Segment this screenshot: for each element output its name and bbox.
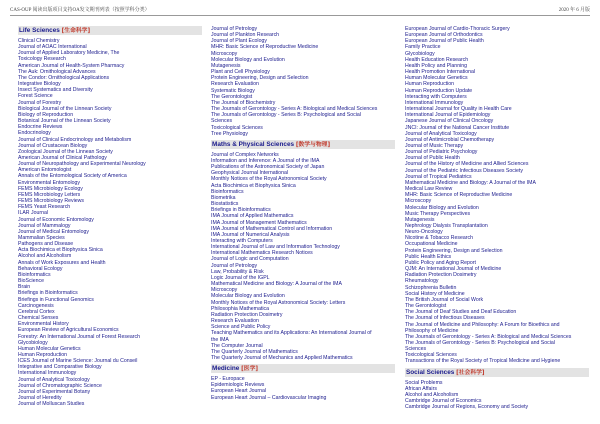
journal-list-item: EP - Europace <box>211 376 245 383</box>
journal-list-item: The Journals of Gerontology - Series A: Biological and Medical Sciences <box>211 106 378 113</box>
journal-list-item: Alcohol and Alcoholism <box>405 391 459 398</box>
section-title-cn: [生命科学] <box>61 28 91 34</box>
journal-list-item: ILAR Journal <box>18 210 48 217</box>
journal-list-item: Bioinformatics <box>211 188 244 195</box>
journal-list-item: Journal of Petrology <box>211 26 258 32</box>
journal-list-item: Mutagenesis <box>211 62 241 69</box>
journal-list-item: Information and Inference: A Journal of the IMA <box>211 157 320 164</box>
journal-list-item: Journal of Petrology <box>211 262 258 269</box>
section-title: Life Sciences <box>19 27 62 34</box>
journal-list-item: Journal of Pediatric Psychology <box>405 149 478 156</box>
journal-list-item: Interacting with Computers <box>211 238 273 244</box>
journal-list-item: Mutagenesis <box>405 216 435 223</box>
journal-list-item: Journal of Chromatographic Science <box>18 382 102 389</box>
journal-list-item: Journal of Antimicrobial Chemotherapy <box>405 136 495 143</box>
journal-list-item: Journal of Crustacean Biology <box>18 142 88 149</box>
journal-list-item: MHR: Basic Science of Reproductive Medicine <box>405 192 513 199</box>
journal-list-item: Forest Science <box>18 93 53 100</box>
section-heading <box>211 364 395 373</box>
journal-list-item: Integrative and Comparative Biology <box>18 364 102 371</box>
journal-list-item: the IMA <box>211 336 229 343</box>
journal-list-item: Social Problems <box>405 379 443 386</box>
journal-list-item: Journal of Clinical Endocrinology and Metabolism <box>18 136 132 143</box>
journal-list-item: The Journal of Medicine and Philosophy: A Forum for Bioethics and <box>405 321 560 328</box>
journal-list-item: Journal of Neuropathology and Experimental Neurology <box>18 161 146 168</box>
journal-list-item: Nephrology Dialysis Transplantation <box>405 223 488 229</box>
journal-list-item: Toxicology Research <box>18 56 66 63</box>
journal-list-item: Journal of Heredity <box>18 395 62 402</box>
journal-list-item: Briefings in Bioinformatics <box>18 290 78 297</box>
journal-list-item: Chemical Senses <box>18 315 59 322</box>
journal-list-item: The Journal of Infectious Diseases <box>405 315 485 322</box>
journal-list-item: Cerebral Cortex <box>18 308 55 315</box>
journal-list-item: Nicotine & Tobacco Research <box>405 235 473 242</box>
journal-list-item: European Journal of Public Health <box>405 38 484 45</box>
journal-list-item: Human Reproduction <box>18 351 68 358</box>
journal-list-item: Clinical Chemistry <box>18 38 60 44</box>
journal-list-item: Annals of Work Exposures and Health <box>18 259 106 266</box>
journal-list-item: Human Reproduction Update <box>405 87 473 94</box>
journal-list-item: Forestry: An International Journal of Forest Research <box>18 333 140 340</box>
header-date: 2020 年 6 月版 <box>558 8 590 13</box>
journal-list-item: Briefings in Functional Genomics <box>18 296 94 303</box>
journal-list-item: Radiation Protection Dosimetry <box>211 311 283 318</box>
journal-list-item: American Journal of Clinical Pathology <box>18 154 107 161</box>
journal-list-item: The Quarterly Journal of Mechanics and Applied Mathematics <box>211 354 353 361</box>
section-title-cn: [数学与物理] <box>295 141 331 148</box>
journal-list-item: Glycobiology <box>18 339 48 346</box>
journal-list-item: ICES Journal of Marine Science: Journal du Conseil <box>18 358 138 365</box>
journal-list-item: Bioinformatics <box>18 271 51 278</box>
journal-list-item: Journal of Complex Networks <box>211 151 279 158</box>
journal-list-item: European Heart Journal – Cardiovascular Imaging <box>211 394 327 401</box>
section-heading <box>211 140 395 149</box>
section-title: Maths & Physical Sciences <box>212 140 296 148</box>
journal-list-item: Insect Systematics and Diversity <box>18 87 93 94</box>
journal-list-item: Cambridge Journal of Regions, Economy and Society <box>405 404 529 411</box>
journal-list-item: Journal of Forestry <box>18 99 62 106</box>
journal-list-item: Biological Journal of the Linnean Society <box>18 105 112 112</box>
journal-list-item: Logic Journal of the IGPL <box>211 274 270 281</box>
section-heading <box>18 26 202 35</box>
journal-list-item: Journal of Plant Ecology <box>211 38 267 45</box>
journal-list-item: Occupational Medicine <box>405 241 458 248</box>
journal-list-item: Systematic Biology <box>211 87 255 94</box>
journal-list-item: Journal of Mammalogy <box>18 222 71 229</box>
journal-list-item: International Immunology <box>18 370 77 377</box>
journal-list-item: Pathogens and Disease <box>18 241 74 248</box>
journal-list-item: Transactions of the Royal Society of Tropical Medicine and Hygiene <box>405 358 561 365</box>
journal-list-item: Monthly Notices of the Royal Astronomical Society: Letters <box>211 299 346 306</box>
journal-list-item: The Journals of Gerontology - Series B: Psychological and Social <box>405 339 555 346</box>
journal-list-item: Journal of Logic and Computation <box>211 256 289 263</box>
journal-list-item: Glycobiology <box>405 50 435 57</box>
journal-list-item: QJM: An International Journal of Medicine <box>405 266 502 273</box>
journal-list-item: FEMS Microbiology Reviews <box>18 198 85 205</box>
journal-list-item: The Gerontologist <box>211 93 253 100</box>
journal-list-item: Journal of the History of Medicine and Allied Sciences <box>405 161 529 168</box>
journal-list-item: Philosophia Mathematica <box>211 305 269 312</box>
header-title: CAS-OUP 阅读出版项目支持OA发文期刊列表（按照学科分类） <box>10 8 150 13</box>
journal-list-item: Microscopy <box>405 198 432 205</box>
journal-list-item: Public Health Ethics <box>405 253 452 260</box>
journal-list-item: Public Policy and Aging Report <box>405 259 476 266</box>
journal-list-item: Cambridge Journal of Economics <box>405 398 482 405</box>
journal-list-item: Environmental History <box>18 321 69 328</box>
journal-list-item: The Journals of Gerontology - Series B: Psychological and Social <box>211 112 361 119</box>
journal-list-item: European Journal of Cardio-Thoracic Surgery <box>405 26 510 32</box>
journal-list-item: Journal of Molluscan Studies <box>18 401 85 408</box>
journal-list-item: Tree Physiology <box>211 130 249 137</box>
journal-list-item: Monthly Notices of the Royal Astronomical Society <box>211 176 327 183</box>
journal-list-item: International Mathematics Research Notices <box>211 250 313 257</box>
journal-list-item: IMA Journal of Management Mathematics <box>211 219 307 226</box>
journal-list-item: Microscopy <box>211 287 238 294</box>
journal-list-item: Toxicological Sciences <box>211 124 263 131</box>
journal-list-item: Sciences <box>405 346 427 353</box>
journal-list-item: Biostatistics <box>211 201 239 208</box>
journal-list-item: MHR: Basic Science of Reproductive Medicine <box>211 44 319 51</box>
journal-list-item: The Auk: Ornithological Advances <box>18 68 96 75</box>
journal-list-item: American Journal of Health-System Pharmacy <box>18 62 125 69</box>
journal-list-item: Philosophy of Medicine <box>405 327 459 334</box>
journal-list-item: FEMS Microbiology Letters <box>18 191 81 198</box>
journal-list-item: The Condor: Ornithological Applications <box>18 74 110 81</box>
journal-list-item: Law, Probability & Risk <box>211 268 264 275</box>
column-1 <box>18 26 210 407</box>
journal-list-item: Protein Engineering, Design and Selection <box>405 247 503 254</box>
section-title: Medicine <box>212 365 242 373</box>
section-title: Social Sciences <box>406 368 457 376</box>
journal-list-item: The Computer Journal <box>211 342 263 349</box>
journal-list-item: Endocrine Reviews <box>18 124 63 131</box>
journal-list-item: African Affairs <box>405 385 437 392</box>
journal-list-item: Mathematical Medicine and Biology: A Journal of the IMA <box>405 179 536 186</box>
journal-list-item: Molecular Biology and Evolution <box>211 56 285 63</box>
journal-list-item: Botanical Journal of the Linnean Society <box>18 118 111 125</box>
journal-list-item: Social History of Medicine <box>405 290 465 297</box>
journal-list-item: Microscopy <box>211 50 238 57</box>
journal-list-item: Protein Engineering, Design and Selection <box>211 75 309 82</box>
journal-list-item: Medical Law Review <box>405 186 453 193</box>
journal-list-item: Molecular Biology and Evolution <box>211 293 285 300</box>
journal-list-item: Biometrika <box>211 194 236 201</box>
journal-list-item: Health Policy and Planning <box>405 62 468 69</box>
journal-list-item: Journal of Tropical Pediatrics <box>405 173 472 180</box>
journal-list-item: Human Molecular Genetics <box>405 75 468 82</box>
journal-list-item: Geophysical Journal International <box>211 170 288 177</box>
journal-list-item: European Journal of Orthodontics <box>405 32 483 39</box>
journal-list-item: Family Practice <box>405 44 441 51</box>
journal-list-item: International Journal of Law and Information Technology <box>211 244 340 251</box>
journal-list-item: BioScience <box>18 278 44 285</box>
section-heading <box>405 368 589 377</box>
journal-list-item: Toxicological Sciences <box>405 352 457 359</box>
journal-list-item: Journal of Analytical Toxicology <box>18 376 90 383</box>
journal-list-item: Music Therapy Perspectives <box>405 210 471 217</box>
journal-list-item: Journal of Analytical Toxicology <box>405 130 477 137</box>
journal-list-item: FEMS Microbiology Ecology <box>18 185 83 192</box>
journal-list-item: International Immunology <box>405 99 464 106</box>
journal-list-item: Publications of the Astronomical Society of Japan <box>211 164 325 171</box>
journal-list-item: Journal of Music Therapy <box>405 142 464 149</box>
column-3 <box>405 26 597 410</box>
journal-list-item: Environmental Entomology <box>18 179 80 186</box>
journal-list-item: Behavioral Ecology <box>18 265 63 272</box>
journal-list-item: Journal of the Pediatric Infectious Diseases Society <box>405 167 523 174</box>
journal-list-item: Journal of Medical Entomology <box>18 228 89 235</box>
journal-list-item: Human Molecular Genetics <box>18 345 81 352</box>
journal-list-item: American Entomologist <box>18 167 72 174</box>
section-title-cn: [社会科学] <box>456 369 485 376</box>
journal-list-item: FEMS Yeast Research <box>18 204 71 211</box>
journal-list-item: Epidemiologic Reviews <box>211 382 265 389</box>
journal-list-item: Teaching Mathematics and its Applications: An International Journal of <box>211 330 372 337</box>
journal-list-item: Health Education Research <box>405 56 469 63</box>
journal-list-item: Journal of Applied Laboratory Medicine, The <box>18 50 120 57</box>
journal-list-item: Brain <box>18 284 31 291</box>
journal-list-item: Integrative Biology <box>18 81 61 88</box>
journal-list-item: Neuro-Oncology <box>405 229 443 236</box>
journal-list-item: Journal of Plankton Research <box>211 32 280 39</box>
journal-list-item: Interacting with Computers <box>405 93 467 100</box>
journal-list-item: Sciences <box>211 118 233 125</box>
journal-list-item: Human Reproduction <box>405 81 455 88</box>
journal-list-item: Acta Biochimica et Biophysica Sinica <box>18 247 103 254</box>
column-2 <box>211 26 403 401</box>
journal-list-item: Endocrinology <box>18 130 51 137</box>
journal-list-item: International Journal of Epidemiology <box>405 112 491 119</box>
journal-list-item: The Gerontologist <box>405 303 447 310</box>
journal-list-item: Alcohol and Alcoholism <box>18 253 72 260</box>
journal-list-item: IMA Journal of Mathematical Control and Information <box>211 225 333 232</box>
journal-list-item: Mathematical Medicine and Biology: A Journal of the IMA <box>211 281 342 288</box>
journal-list-item: Zoological Journal of the Linnean Society <box>18 148 113 155</box>
journal-list-item: The Journal of Biochemistry <box>211 99 276 106</box>
journal-list-item: Biology of Reproduction <box>18 111 74 118</box>
journal-list-item: Research Evaluation <box>211 81 259 88</box>
journal-list-item: Health Promotion International <box>405 69 476 76</box>
journal-list-item: Molecular Biology and Evolution <box>405 204 479 211</box>
journal-list-item: Radiation Protection Dosimetry <box>405 272 477 279</box>
journal-list-item: Plant and Cell Physiology <box>211 69 270 76</box>
journal-list-item: European Review of Agricultural Economics <box>18 327 119 334</box>
journal-list-item: Research Evaluation <box>211 318 259 325</box>
journal-list-item: Journal of AOAC International <box>18 44 87 51</box>
journal-list-item: Briefings in Bioinformatics <box>211 207 271 214</box>
journal-list-item: Japanese Journal of Clinical Oncology <box>405 118 494 125</box>
journal-list-item: The Journal of Deaf Studies and Deaf Education <box>405 309 517 316</box>
journal-list-item: Schizophrenia Bulletin <box>405 284 457 291</box>
journal-list-item: The Journals of Gerontology - Series A: Biological and Medical Sciences <box>405 333 572 340</box>
journal-list-item: The Quarterly Journal of Mathematics <box>211 348 298 355</box>
journal-list-item: International Journal for Quality in Health Care <box>405 106 512 113</box>
journal-list-item: Journal of Public Health <box>405 155 460 162</box>
journal-list-item: Journal of Economic Entomology <box>18 216 94 223</box>
header-divider <box>10 15 590 16</box>
journal-list-item: Acta Biochimica et Biophysica Sinica <box>211 182 296 189</box>
journal-list-item: IMA Journal of Numerical Analysis <box>211 231 290 238</box>
section-title-cn: [医学] <box>241 366 259 373</box>
journal-list-item: IMA Journal of Applied Mathematics <box>211 213 294 220</box>
journal-list-item: European Heart Journal <box>211 388 267 395</box>
journal-list-item: JNCI: Journal of the National Cancer Institute <box>405 124 510 131</box>
journal-list-item: Rheumatology <box>405 278 439 285</box>
journal-list-item: Carcinogenesis <box>18 302 54 309</box>
journal-list-item: Science and Public Policy <box>211 324 271 331</box>
journal-list-item: Journal of Experimental Botany <box>18 388 91 395</box>
journal-list-item: Annals of the Entomological Society of America <box>18 173 127 180</box>
journal-list-item: Mammalian Species <box>18 235 65 241</box>
journal-list-item: The British Journal of Social Work <box>405 296 484 303</box>
